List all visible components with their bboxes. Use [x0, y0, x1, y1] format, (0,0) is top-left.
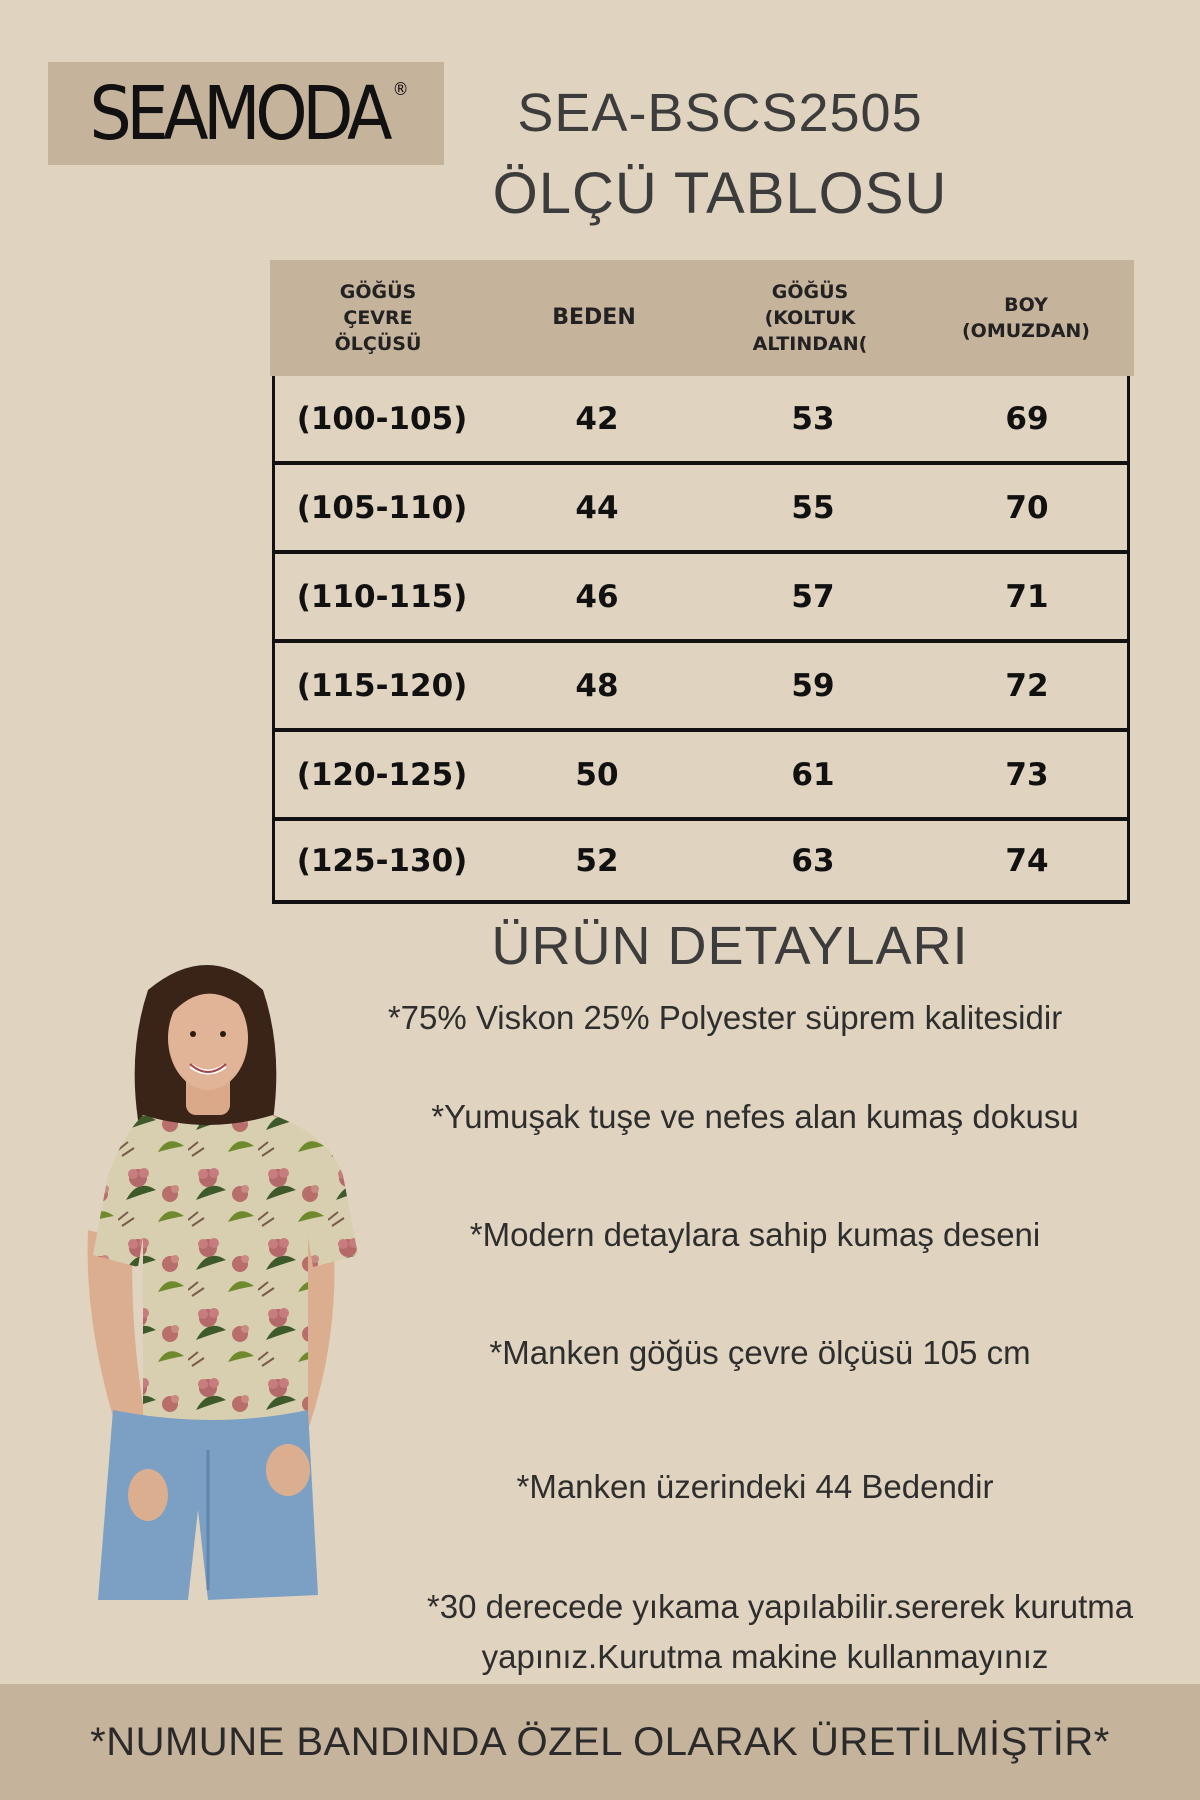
cell-size: 48 [575, 667, 619, 704]
cell-length: 72 [1005, 667, 1049, 704]
header-length: BOY (OMUZDAN) [961, 294, 1090, 342]
cell-size: 52 [575, 842, 619, 879]
table-row [275, 376, 1127, 465]
footer-text: *NUMUNE BANDINDA ÖZEL OLARAK ÜRETİLMİŞTİR* [90, 1719, 1110, 1764]
cell-length: 70 [1005, 489, 1049, 526]
cell-chest-range: (100-105) [296, 400, 468, 437]
cell-underarm: 59 [791, 667, 835, 704]
size-table [270, 260, 1134, 904]
cell-underarm: 61 [791, 756, 835, 793]
table-row [275, 643, 1127, 732]
detail-fabric: *75% Viskon 25% Polyester süprem kalitesidir [387, 999, 1063, 1036]
detail-model-size: *Manken üzerindeki 44 Bedendir [516, 1468, 994, 1505]
cell-size: 44 [575, 489, 619, 526]
detail-texture: *Yumuşak tuşe ve nefes alan kumaş dokusu [431, 1098, 1079, 1135]
model-photo [48, 950, 378, 1600]
cell-underarm: 53 [791, 400, 835, 437]
product-code: SEA-BSCS2505 [517, 83, 923, 143]
footer-banner [0, 1684, 1200, 1800]
details-title: ÜRÜN DETAYLARI [491, 916, 969, 976]
detail-pattern: *Modern detaylara sahip kumaş deseni [469, 1216, 1041, 1253]
cell-chest-range: (105-110) [296, 489, 468, 526]
brand-logo [48, 62, 444, 165]
cell-underarm: 57 [791, 578, 835, 615]
cell-length: 71 [1005, 578, 1049, 615]
detail-washing-2: yapınız.Kurutma makine kullanmayınız [481, 1638, 1049, 1675]
header-chest-underarm: GÖĞÜS (KOLTUK ALTINDAN( [752, 281, 868, 355]
cell-chest-range: (120-125) [296, 756, 468, 793]
cell-underarm: 63 [791, 842, 835, 879]
cell-underarm: 55 [791, 489, 835, 526]
cell-length: 73 [1005, 756, 1049, 793]
cell-length: 74 [1005, 842, 1049, 879]
detail-washing-1: *30 derecede yıkama yapılabilir.sererek kurutma [426, 1588, 1134, 1625]
cell-chest-range: (110-115) [296, 578, 468, 615]
header-chest-circumference: GÖĞÜS ÇEVRE ÖLÇÜSÜ [334, 281, 422, 355]
cell-chest-range: (125-130) [296, 842, 468, 879]
table-row [275, 554, 1127, 643]
cell-size: 46 [575, 578, 619, 615]
table-row [275, 732, 1127, 821]
cell-size: 42 [575, 400, 619, 437]
page-title: ÖLÇÜ TABLOSU [492, 161, 948, 226]
cell-length: 69 [1005, 400, 1049, 437]
table-header [270, 260, 1134, 376]
table-row [275, 821, 1127, 904]
table-body [272, 376, 1130, 904]
table-row [275, 465, 1127, 554]
header-size: BEDEN [552, 305, 636, 330]
cell-chest-range: (115-120) [296, 667, 468, 704]
detail-model-chest: *Manken göğüs çevre ölçüsü 105 cm [489, 1334, 1031, 1371]
brand-logo-text: SEAMODA ® [89, 70, 409, 157]
cell-size: 50 [575, 756, 619, 793]
